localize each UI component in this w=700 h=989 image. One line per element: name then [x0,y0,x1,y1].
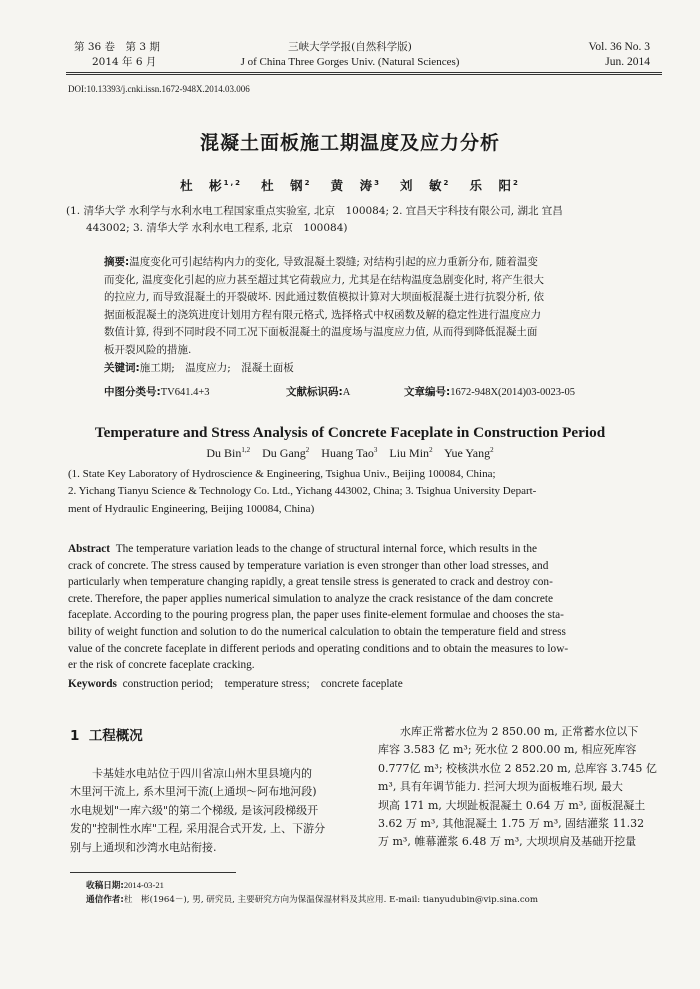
abstract-line: 据面板混凝土的浇筑进度计划用方程有限元格式, 选择格式中权函数及解的稳定性进行温度应力 [104,308,542,321]
left-column [70,765,362,857]
doc-value: A [342,387,351,398]
body-line: 万 m³, 帷幕灌浆 6.48 万 m³, 大坝坝肩及基础开挖量 [378,835,637,849]
author-en: Huang Tao [321,446,374,460]
abstract-line: 的拉应力, 而导致混凝土的开裂破坏. 因此通过数值模拟计算对大坝面板混凝土进行抗裂分析, 依 [104,291,545,303]
document-code [286,384,350,399]
body-line: 水库正常蓄水位为 2 850.00 m, 正常蓄水位以下 [378,725,639,738]
header-rule-top [66,72,662,73]
keywords-en-label: Keywords [68,677,117,690]
affiliation-line: (1. State Key Laboratory of Hydroscience & Engineering, Tsighua Univ., Beijing 100084, China; [68,468,496,480]
body-line: 木里河干流上, 系木里河干流(上通坝～阿布地河段) [70,785,317,799]
journal-title-cn: 三峡大学学报(自然科学版) [288,41,412,53]
abstract-cn-label: 摘要: [104,256,130,268]
authors-en [0,446,700,461]
volume-issue-en: Vol. 36 No. 3 [588,41,650,53]
author-sup: 2 [512,178,520,187]
body-line: 库容 3.583 亿 m³; 死水位 2 800.00 m, 相应死库容 [378,743,637,757]
author-sup: 1,2 [223,178,243,187]
footnote [86,878,666,907]
abstract-line: 而变化, 温度变化引起的应力甚至超过其它荷载应力, 尤其是在结构温度急剧变化时, 将产生很大 [104,273,545,286]
abstract-line: faceplate. According to the pouring progress plan, the paper uses finite-element formulae and chooses the sta- [68,609,564,622]
affiliation-en [68,466,660,518]
abstract-line: er the risk of concrete faceplate cracking. [68,659,255,672]
author-sup: 3 [374,178,381,187]
author-note-label: 通信作者: [86,895,124,905]
body-line: m³, 具有年调节能力. 拦河大坝为面板堆石坝, 最大 [378,780,623,794]
right-column [378,723,670,852]
authors-cn [0,176,700,194]
clc-label: 中图分类号: [104,386,161,398]
body-line: 3.62 万 m³, 其他混凝土 1.75 万 m³, 固结灌浆 11.32 [378,817,645,831]
header-rule-bottom [66,74,662,75]
keywords-cn-label: 关键词: [104,362,140,374]
clc-value: TV641.4+3 [160,387,210,398]
abstract-en-label: Abstract [68,543,111,555]
abstract-line: The temperature variation leads to the change of structural internal force, which results in the [115,543,537,555]
abstract-line: 板开裂风险的措施. [104,343,192,356]
abstract-line: 数值计算, 得到不同时段不同工况下面板混凝土的温度场与温度应力值, 从而得到降低混凝土面 [104,326,538,338]
keywords-cn: 施工期; 温度应力; 混凝土面板 [139,362,294,374]
title-en: Temperature and Stress Analysis of Concrete Faceplate in Construction Period [94,424,606,441]
author-cn: 黄 涛 [330,178,375,193]
art-label: 文章编号: [404,386,451,398]
author-sup: 2 [305,446,310,454]
author-sup: 1,2 [241,446,251,454]
affiliation-line: (1. 清华大学 水利学与水利水电工程国家重点实验室, 北京 100084; 2. 宜昌天宇科技有限公司, 湖北 宜昌 [66,205,563,217]
received-date: 2014-03-21 [123,880,164,890]
section-title: 工程概况 [88,728,143,744]
volume-issue-cn: 第 36 卷 第 3 期 [74,41,160,53]
author-sup: 2 [490,446,494,454]
author-cn: 杜 彬 [180,178,224,193]
author-cn: 杜 钢 [261,178,305,193]
author-sup: 2 [443,178,451,187]
art-value: 1672-948X(2014)03-0023-05 [450,387,576,398]
affiliation-line: ment of Hydraulic Engineering, Beijing 100084, China) [68,502,315,515]
keywords-en: construction period; temperature stress; concrete faceplate [122,677,403,690]
doi: DOI:10.13393/j.cnki.issn.1672-948X.2014.03.006 [68,84,250,94]
affiliation-line: 443002; 3. 清华大学 水利水电工程系, 北京 100084) [86,222,348,234]
date-cn: 2014 年 6 月 [92,56,157,68]
abstract-line: particularly when temperature changing rapidly, a great tensile stress is generated to crack and destroy con- [68,576,553,589]
abstract-line: crete. Therefore, the paper applies numerical simulation to analyze the crack resistance of the dam concrete [68,592,554,605]
title-cn: 混凝土面板施工期温度及应力分析 [199,132,500,154]
body-line: 水电规划"一库六级"的第二个梯级, 是该河段梯级开 [70,803,319,817]
section-1-heading [70,724,143,744]
author-cn: 乐 阳 [469,178,513,193]
classification-number [104,384,210,399]
body-line: 0.777亿 m³; 校核洪水位 2 852.20 m, 总库容 3.745 亿 [378,761,657,775]
body-line: 发的"控制性水库"工程, 采用混合式开发, 上、下游分 [70,822,326,836]
author-en: Yue Yang [444,446,491,460]
section-number: 1 [70,728,80,744]
abstract-line: bility of weight function and solution to do the numerical calculation to obtain the temperature field and stress [68,625,566,638]
abstract-en [68,541,660,692]
author-note: 杜 彬(1964－), 男, 研究员, 主要研究方向为保温保湿材料及其应用. E-mail: tianyudubin@vip.sina.com [123,895,539,905]
affiliation-line: 2. Yichang Tianyu Science & Technology Co. Ltd., Yichang 443002, China; 3. Tsighua University Depart- [68,485,537,498]
footnote-rule [70,872,236,873]
author-en: Du Gang [262,446,306,460]
author-en: Du Bin [206,446,242,460]
author-sup: 2 [304,178,312,187]
author-sup: 3 [373,446,378,454]
journal-title-en: J of China Three Gorges Univ. (Natural Sciences) [240,56,460,68]
body-line: 坝高 171 m, 大坝趾板混凝土 0.64 万 m³, 面板混凝土 [378,798,646,812]
abstract-line: crack of concrete. The stress caused by temperature variation is even stronger than other load stresses, and [68,559,549,572]
affiliation-cn [66,203,666,237]
author-cn: 刘 敏 [400,178,444,193]
date-en: Jun. 2014 [605,56,650,68]
body-line: 卡基娃水电站位于四川省凉山州木里县境内的 [70,767,312,780]
received-label: 收稿日期: [86,881,124,891]
body-line: 别与上通坝和沙湾水电站衔接. [70,840,217,854]
abstract-line: 温度变化可引起结构内力的变化, 导致混凝土裂缝; 对结构引起的应力重新分布, 随着温变 [129,256,538,268]
abstract-line: value of the concrete faceplate in different periods and operating conditions and to obtain the measures to low- [68,642,569,655]
doc-label: 文献标识码: [286,386,343,398]
article-number [404,384,575,399]
author-sup: 2 [429,446,433,454]
abstract-cn [104,254,656,378]
author-en: Liu Min [389,446,430,460]
